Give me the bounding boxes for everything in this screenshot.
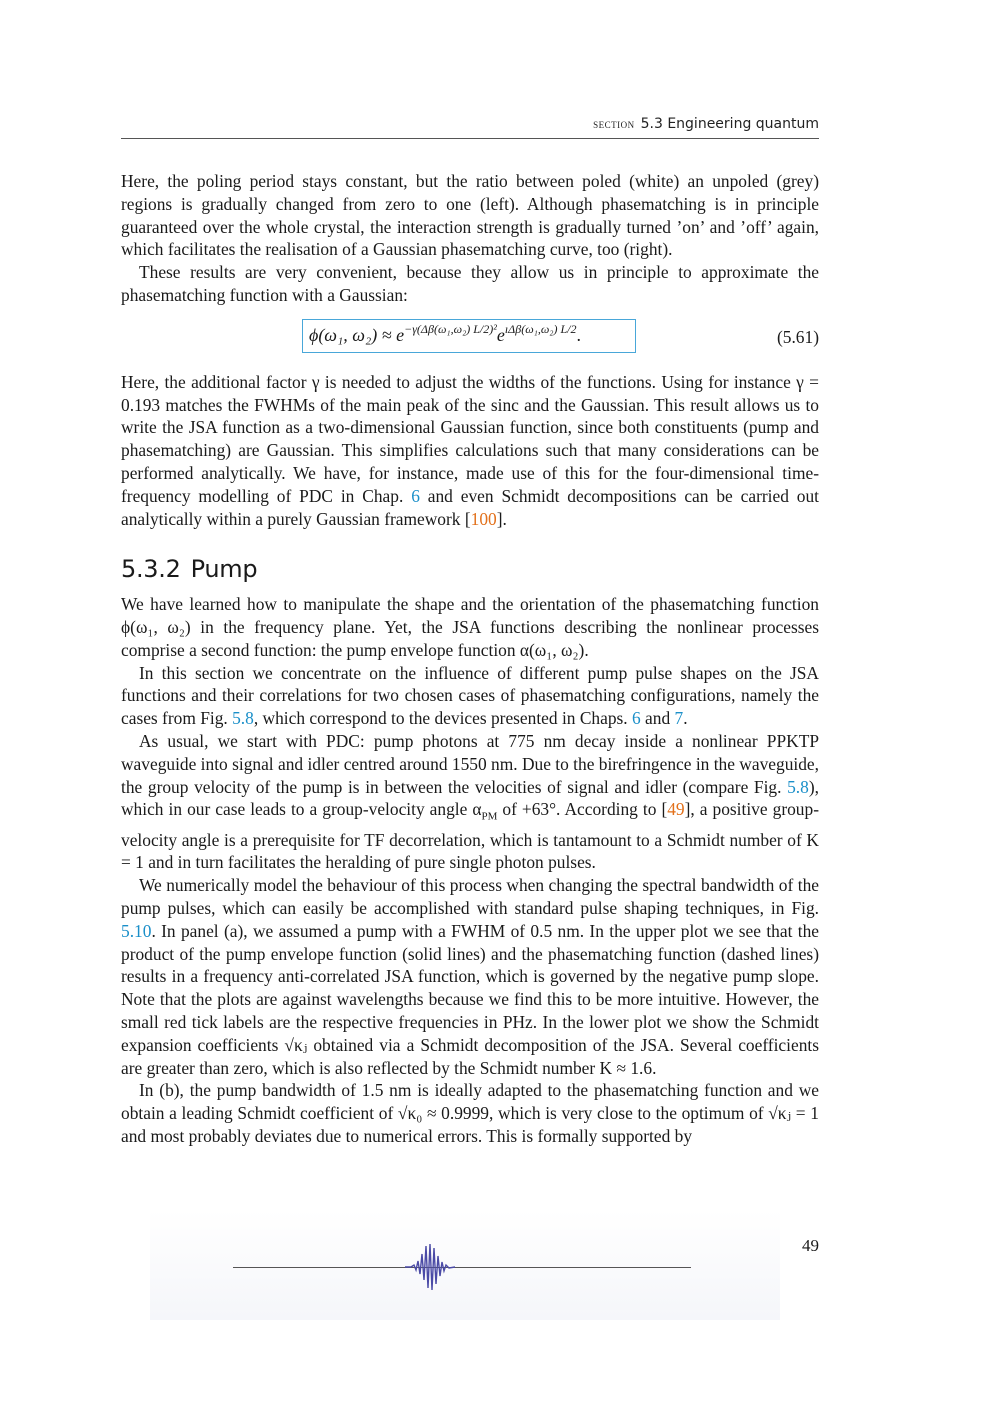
header-section-title: 5.3 Engineering quantum [640,116,819,132]
paragraph-7-text-a: We numerically model the behaviour of this process when changing the spectral bandwidth of the pump pulses, which can easily be accomplished with standard pulse shaping techniques, in Fig. [121,875,819,918]
equation-phase-factor: e [496,325,505,346]
paragraph-5 [121,662,819,730]
equation-end: . [576,325,581,346]
alpha-subscript: PM [481,810,498,823]
chapter-6-link[interactable]: 6 [411,485,420,506]
chapter-6-link[interactable]: 6 [632,708,641,729]
chapter-7-link[interactable]: 7 [674,708,684,729]
paragraph-8: In (b), the pump bandwidth of 1.5 nm is ideally adapted to the phasematching function and we obtain a leading Schmidt coefficient of √κ₀ ≈ 0.9999, which is very close to the optimum of √κⱼ = 1 and most probably deviates due to numerical errors. This is formally supported by [121,1080,819,1146]
paragraph-4: We have learned how to manipulate the shape and the orientation of the phasematching function ϕ(ω₁, ω₂) in the frequency plane. Yet, the JSA functions describing the nonlinear processes comprise a second function: the pump envelope function α(ω₁, ω₂). [121,594,819,660]
wave-packet-icon [405,1240,455,1294]
paragraph-6 [121,730,819,874]
paragraph-7 [121,874,819,1079]
figure-5-10-link[interactable]: 5.10 [121,920,152,941]
footer-rule [233,1267,691,1268]
paragraph-3-text-c: ]. [496,508,507,529]
equation-lhs: ϕ(ω₁, ω₂) ≈ e [309,325,405,346]
paragraph-5-text-d: . [683,708,688,729]
header-section-label: section [593,116,635,131]
equation-box [302,319,636,353]
figure-5-8-link[interactable]: 5.8 [232,708,254,729]
paragraph-3-text-a: Here, the additional factor γ is needed to adjust the widths of the functions. Using for instance γ = 0.193 matches the FWHMs of the main peak of the sinc and the Gaussian. This result allows us to write the JSA function as a two-dimensional Gaussian function, since both constituents (pump and phasematching) are Gaussian. This simplifies calculations such that many considerations can be performed analytically. We have, for instance, made use of this for the four-dimensional time-frequency modelling of PDC in Chap. [121,371,819,506]
paragraph-6-text-d: ], a positive group-velocity angle is a prerequisite for TF decorrelation, which is tantamount to a Schmidt number of K = 1 and in turn facilitates the heralding of pure single photon pulses. [121,799,819,873]
paragraph-6-text-a: As usual, we start with PDC: pump photons at 775 nm decay inside a nonlinear PPKTP waveguide into signal and idler centred around 1550 nm. Due to the birefringence in the waveguide, the group velocity of the pump is in between the velocities of signal and idler (compare Fig. [121,730,819,797]
section-title: Pump [190,555,258,584]
paragraph-3-text-b: and even Schmidt decompositions can be carried out analytically within a purely Gaussian framework [ [121,485,819,529]
section-number: 5.3.2 [121,555,181,584]
citation-49-link[interactable]: 49 [667,799,685,820]
equation-exponent-phase: ıΔβ(ω₁,ω₂) L/2 [504,322,577,337]
main-text [121,170,819,1148]
paragraph-2: These results are very convenient, because they allow us in principle to approximate the phasematching function with a Gaussian: [121,262,819,305]
page-number: 49 [802,1236,819,1255]
figure-5-8-link[interactable]: 5.8 [787,776,809,797]
paragraph-5-text-b: , which correspond to the devices presented in Chaps. [253,708,632,729]
equation-5-61 [121,315,819,365]
paragraph-7-text-b: . In panel (a), we assumed a pump with a FWHM of 0.5 nm. In the upper plot we see that the product of the pump envelope function (solid lines) and the phasematching function (dashed lines) results in a frequency anti-correlated JSA function, which is governed by the negative pump slope. Note that the plots are against wavelengths because we find this to be more intuitive. However, the small red tick labels are the respective frequencies in PHz. In the lower plot we show the Schmidt expansion coefficients √κⱼ obtained via a Schmidt decomposition of the JSA. Several coefficients are greater than zero, which is also reflected by the Schmidt number K ≈ 1.6. [121,920,819,1078]
equation-number: (5.61) [776,326,819,347]
section-heading [121,555,819,584]
paragraph-6-text-b: ), which in our case leads to a group-velocity angle α [121,776,819,820]
paragraph-6-text-c: of +63°. According to [ [497,799,668,820]
citation-100-link[interactable]: 100 [470,508,497,529]
paragraph-3 [121,371,819,531]
footer-background [150,1210,780,1320]
paragraph-5-text-c: and [640,708,675,729]
running-header [121,116,819,139]
paragraph-1: Here, the poling period stays constant, but the ratio between poled (white) an unpoled (grey) regions is gradually changed from zero to one (left). Although phasematching is in principle guaranteed over the whole crystal, the interaction strength is gradually turned ’on’ and ’off’ again, which facilitates the realisation of a Gaussian phasematching curve, too (right). [121,171,819,260]
equation-exponent-gaussian: −γ(Δβ(ω₁,ω₂) L/2)² [404,322,497,337]
paragraph-5-text-a: In this section we concentrate on the influence of different pump pulse shapes on the JSA functions and their correlations for two chosen cases of phasematching configurations, namely the cases from Fig. [121,662,819,729]
